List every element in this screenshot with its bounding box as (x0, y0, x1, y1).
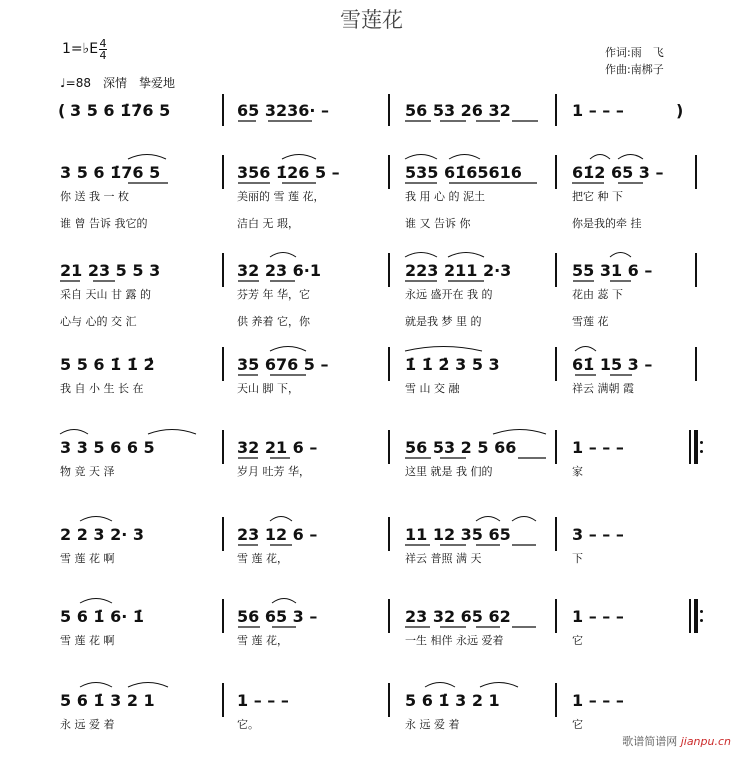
lyric-line1-r6-b3: 一生 相伴 永远 爱着 (405, 634, 504, 647)
barline-r3-end (695, 347, 697, 381)
barline-r3-2 (388, 347, 390, 381)
note-bar-r4-b4: 1 – – – (572, 438, 624, 457)
note-bar-r5-b4: 3 – – – (572, 525, 624, 544)
key-signature (62, 41, 98, 57)
lyric-line1-r1-b1: 你 送 我 一 枚 (60, 190, 129, 203)
slur-r6-2 (272, 599, 296, 604)
slur-r1-3 (405, 155, 437, 160)
barline-r1-2 (388, 155, 390, 189)
lyric-line1-r2-b3: 永远 盛开在 我 的 (405, 288, 493, 301)
slur-r1-6 (618, 155, 643, 160)
note-bar-r7-b1: 5 6 1̇ 3 2 1 (60, 691, 155, 710)
slur-r5-2 (270, 517, 292, 522)
note-bar-r1-b2: 356 1̇26 5 – (237, 163, 340, 182)
lyric-line1-r4-b4: 家 (572, 465, 583, 478)
lyric-line1-r2-b4: 花由 蕊 下 (572, 288, 623, 301)
time-signature-top: 4 (99, 37, 107, 50)
lyric-line1-r4-b1: 物 竞 天 泽 (60, 465, 115, 478)
time-signature (99, 38, 107, 61)
note-bar-r4-b3: 56 53 2 5 66 (405, 438, 517, 457)
time-signature-bottom: 4 (99, 49, 107, 62)
barline-r1-3 (555, 155, 557, 189)
barline-r6-3 (555, 599, 557, 633)
slur-r3-1 (270, 347, 306, 352)
composer-credit: 作曲:南梆子 (605, 63, 664, 76)
slur-r2-2 (405, 253, 437, 258)
slur-r4-1 (60, 430, 88, 435)
lyric-line2-r1-b3: 谁 又 告诉 你 (405, 217, 471, 230)
intro-close-paren: ) (676, 101, 684, 120)
intro-bar-1: 3 5 6 1̇7̇6 5 (70, 101, 171, 120)
lyricist-credit: 作词:雨 飞 (605, 46, 664, 59)
lyric-line1-r5-b4: 下 (572, 552, 583, 565)
note-bar-r2-b3: 223 211 2·3 (405, 261, 512, 280)
watermark-url: jianpu.cn (680, 735, 731, 748)
barline-r1-end (695, 155, 697, 189)
slur-r7-1 (80, 683, 112, 688)
barline-r3-1 (222, 347, 224, 381)
repeat-sign-start (689, 430, 703, 464)
barline-r6-1 (222, 599, 224, 633)
lyric-line2-r2-b1: 心与 心的 交 汇 (60, 315, 137, 328)
lyric-line1-r6-b1: 雪 莲 花 啊 (60, 634, 115, 647)
note-bar-r5-b3: 11 12 35 65 (405, 525, 511, 544)
barline-r4-1 (222, 430, 224, 464)
song-title: 雪莲花 (340, 8, 403, 32)
barline-r5-3 (555, 517, 557, 551)
slur-r6-1 (80, 599, 112, 604)
slur-r2-3 (448, 253, 484, 258)
lyric-line1-r7-b3: 永 远 爱 着 (405, 718, 460, 731)
slur-r1-1 (128, 155, 166, 160)
intro-barline-2 (388, 94, 390, 126)
barline-r4-3 (555, 430, 557, 464)
intro-open-paren: ( (58, 101, 66, 120)
note-bar-r5-b1: 2 2 3 2· 3 (60, 525, 145, 544)
note-bar-r3-b2: 35 676 5 – (237, 355, 329, 374)
lyric-line1-r1-b4: 把它 种 下 (572, 190, 623, 203)
note-bar-r2-b4: 55 31 6 – (572, 261, 653, 280)
note-bar-r6-b3: 23 32 65 62 (405, 607, 511, 626)
lyric-line1-r5-b2: 雪 莲 花， (237, 552, 288, 565)
slur-r7-3 (425, 683, 455, 688)
lyric-line1-r6-b4: 它 (572, 634, 583, 647)
lyric-line1-r3-b4: 祥云 满朝 霞 (572, 382, 634, 395)
slur-r3-3 (575, 347, 596, 352)
lyric-line2-r2-b3: 就是我 梦 里 的 (405, 315, 482, 328)
slur-r1-5 (590, 155, 610, 160)
barline-r1-1 (222, 155, 224, 189)
barline-r5-2 (388, 517, 390, 551)
credits (605, 44, 664, 78)
lyric-line1-r5-b3: 祥云 普照 满 天 (405, 552, 482, 565)
note-bar-r3-b3: 1̇ 1̇ 2̇ 3 5 3 (405, 355, 500, 374)
lyric-line2-r2-b2: 供 养着 它，你 (237, 315, 310, 328)
watermark (622, 733, 731, 749)
note-bar-r6-b4: 1 – – – (572, 607, 624, 626)
slur-r2-1 (270, 253, 296, 258)
barline-r7-1 (222, 683, 224, 717)
barline-r7-2 (388, 683, 390, 717)
note-bar-r6-b2: 56 65 3 – (237, 607, 318, 626)
repeat-sign-end (689, 599, 703, 633)
slur-r1-4 (449, 155, 480, 160)
lyric-line1-r4-b3: 这里 就是 我 们的 (405, 465, 493, 478)
watermark-site: 歌谱简谱网 (622, 735, 678, 748)
slur-r2-4 (610, 253, 631, 258)
slur-r4-2 (148, 430, 196, 435)
note-bar-r2-b1: 21 23 5 5 3 (60, 261, 161, 280)
note-bar-r7-b3: 5 6 1̇ 3 2 1 (405, 691, 500, 710)
lyric-line1-r1-b3: 我 用 心 的 泥土 (405, 190, 485, 203)
note-bar-r3-b4: 61̇ 15 3 – (572, 355, 653, 374)
slur-r7-4 (480, 683, 518, 688)
note-bar-r7-b4: 1 – – – (572, 691, 624, 710)
barline-r4-2 (388, 430, 390, 464)
note-bar-r1-b1: 3 5 6 1̇76 5 (60, 163, 161, 182)
intro-bar-2: 65 3236· – (237, 101, 330, 120)
lyric-line1-r6-b2: 雪 莲 花， (237, 634, 288, 647)
barline-r2-2 (388, 253, 390, 287)
note-bar-r4-b2: 32 21 6 – (237, 438, 318, 457)
lyric-line1-r7-b2: 它。 (237, 718, 259, 731)
intro-bar-3: 56 53 26 32 (405, 101, 511, 120)
note-bar-r4-b1: 3 3 5 6 6 5 (60, 438, 155, 457)
intro-barline-1 (222, 94, 224, 126)
lyric-line1-r2-b1: 采自 天山 甘 露 的 (60, 288, 151, 301)
barline-r2-end (695, 253, 697, 287)
lyric-line1-r3-b1: 我 自 小 生 长 在 (60, 382, 144, 395)
tempo-marking: ♩=88 深情 挚爱地 (60, 76, 175, 90)
lyric-line1-r3-b2: 天山 脚 下， (237, 382, 299, 395)
intro-bar-4: 1 – – – (572, 101, 624, 120)
lyric-line2-r2-b4: 雪莲 花 (572, 315, 609, 328)
lyric-line2-r1-b4: 你是我的牵 挂 (572, 217, 642, 230)
lyric-line1-r7-b4: 它 (572, 718, 583, 731)
slur-r5-1 (80, 517, 112, 522)
slur-r1-2 (282, 155, 316, 160)
intro-barline-3 (555, 94, 557, 126)
note-bar-r2-b2: 32 23 6·1 (237, 261, 322, 280)
barline-r5-1 (222, 517, 224, 551)
slur-r4-3 (493, 430, 546, 435)
lyric-line1-r7-b1: 永 远 爱 着 (60, 718, 115, 731)
barline-r7-3 (555, 683, 557, 717)
slur-r5-3 (476, 517, 500, 522)
slur-r3-2 (405, 347, 482, 352)
barline-r6-2 (388, 599, 390, 633)
lyric-line2-r1-b1: 谁 曾 告诉 我它的 (60, 217, 148, 230)
barline-r3-3 (555, 347, 557, 381)
note-bar-r1-b3: 535 61̇65616 (405, 163, 522, 182)
lyric-line1-r4-b2: 岁月 吐芳 华， (237, 465, 310, 478)
note-bar-r7-b2: 1 – – – (237, 691, 289, 710)
note-bar-r3-b1: 5 5 6 1̇ 1̇ 2̇ (60, 355, 155, 374)
lyric-line2-r1-b2: 洁白 无 瑕， (237, 217, 299, 230)
note-bar-r1-b4: 61̇2 65 3 – (572, 163, 664, 182)
barline-r2-1 (222, 253, 224, 287)
slur-r5-4 (512, 517, 536, 522)
key-text: 1=♭E (62, 41, 99, 57)
lyric-line1-r2-b2: 芬芳 年 华，它 (237, 288, 310, 301)
lyric-line1-r1-b2: 美丽的 雪 莲 花， (237, 190, 325, 203)
barline-r2-3 (555, 253, 557, 287)
lyric-line1-r5-b1: 雪 莲 花 啊 (60, 552, 115, 565)
lyric-line1-r3-b3: 雪 山 交 融 (405, 382, 460, 395)
note-bar-r6-b1: 5 6 1̇ 6· 1̇ (60, 607, 145, 626)
note-bar-r5-b2: 23 12 6 – (237, 525, 318, 544)
slur-r7-2 (128, 683, 168, 688)
